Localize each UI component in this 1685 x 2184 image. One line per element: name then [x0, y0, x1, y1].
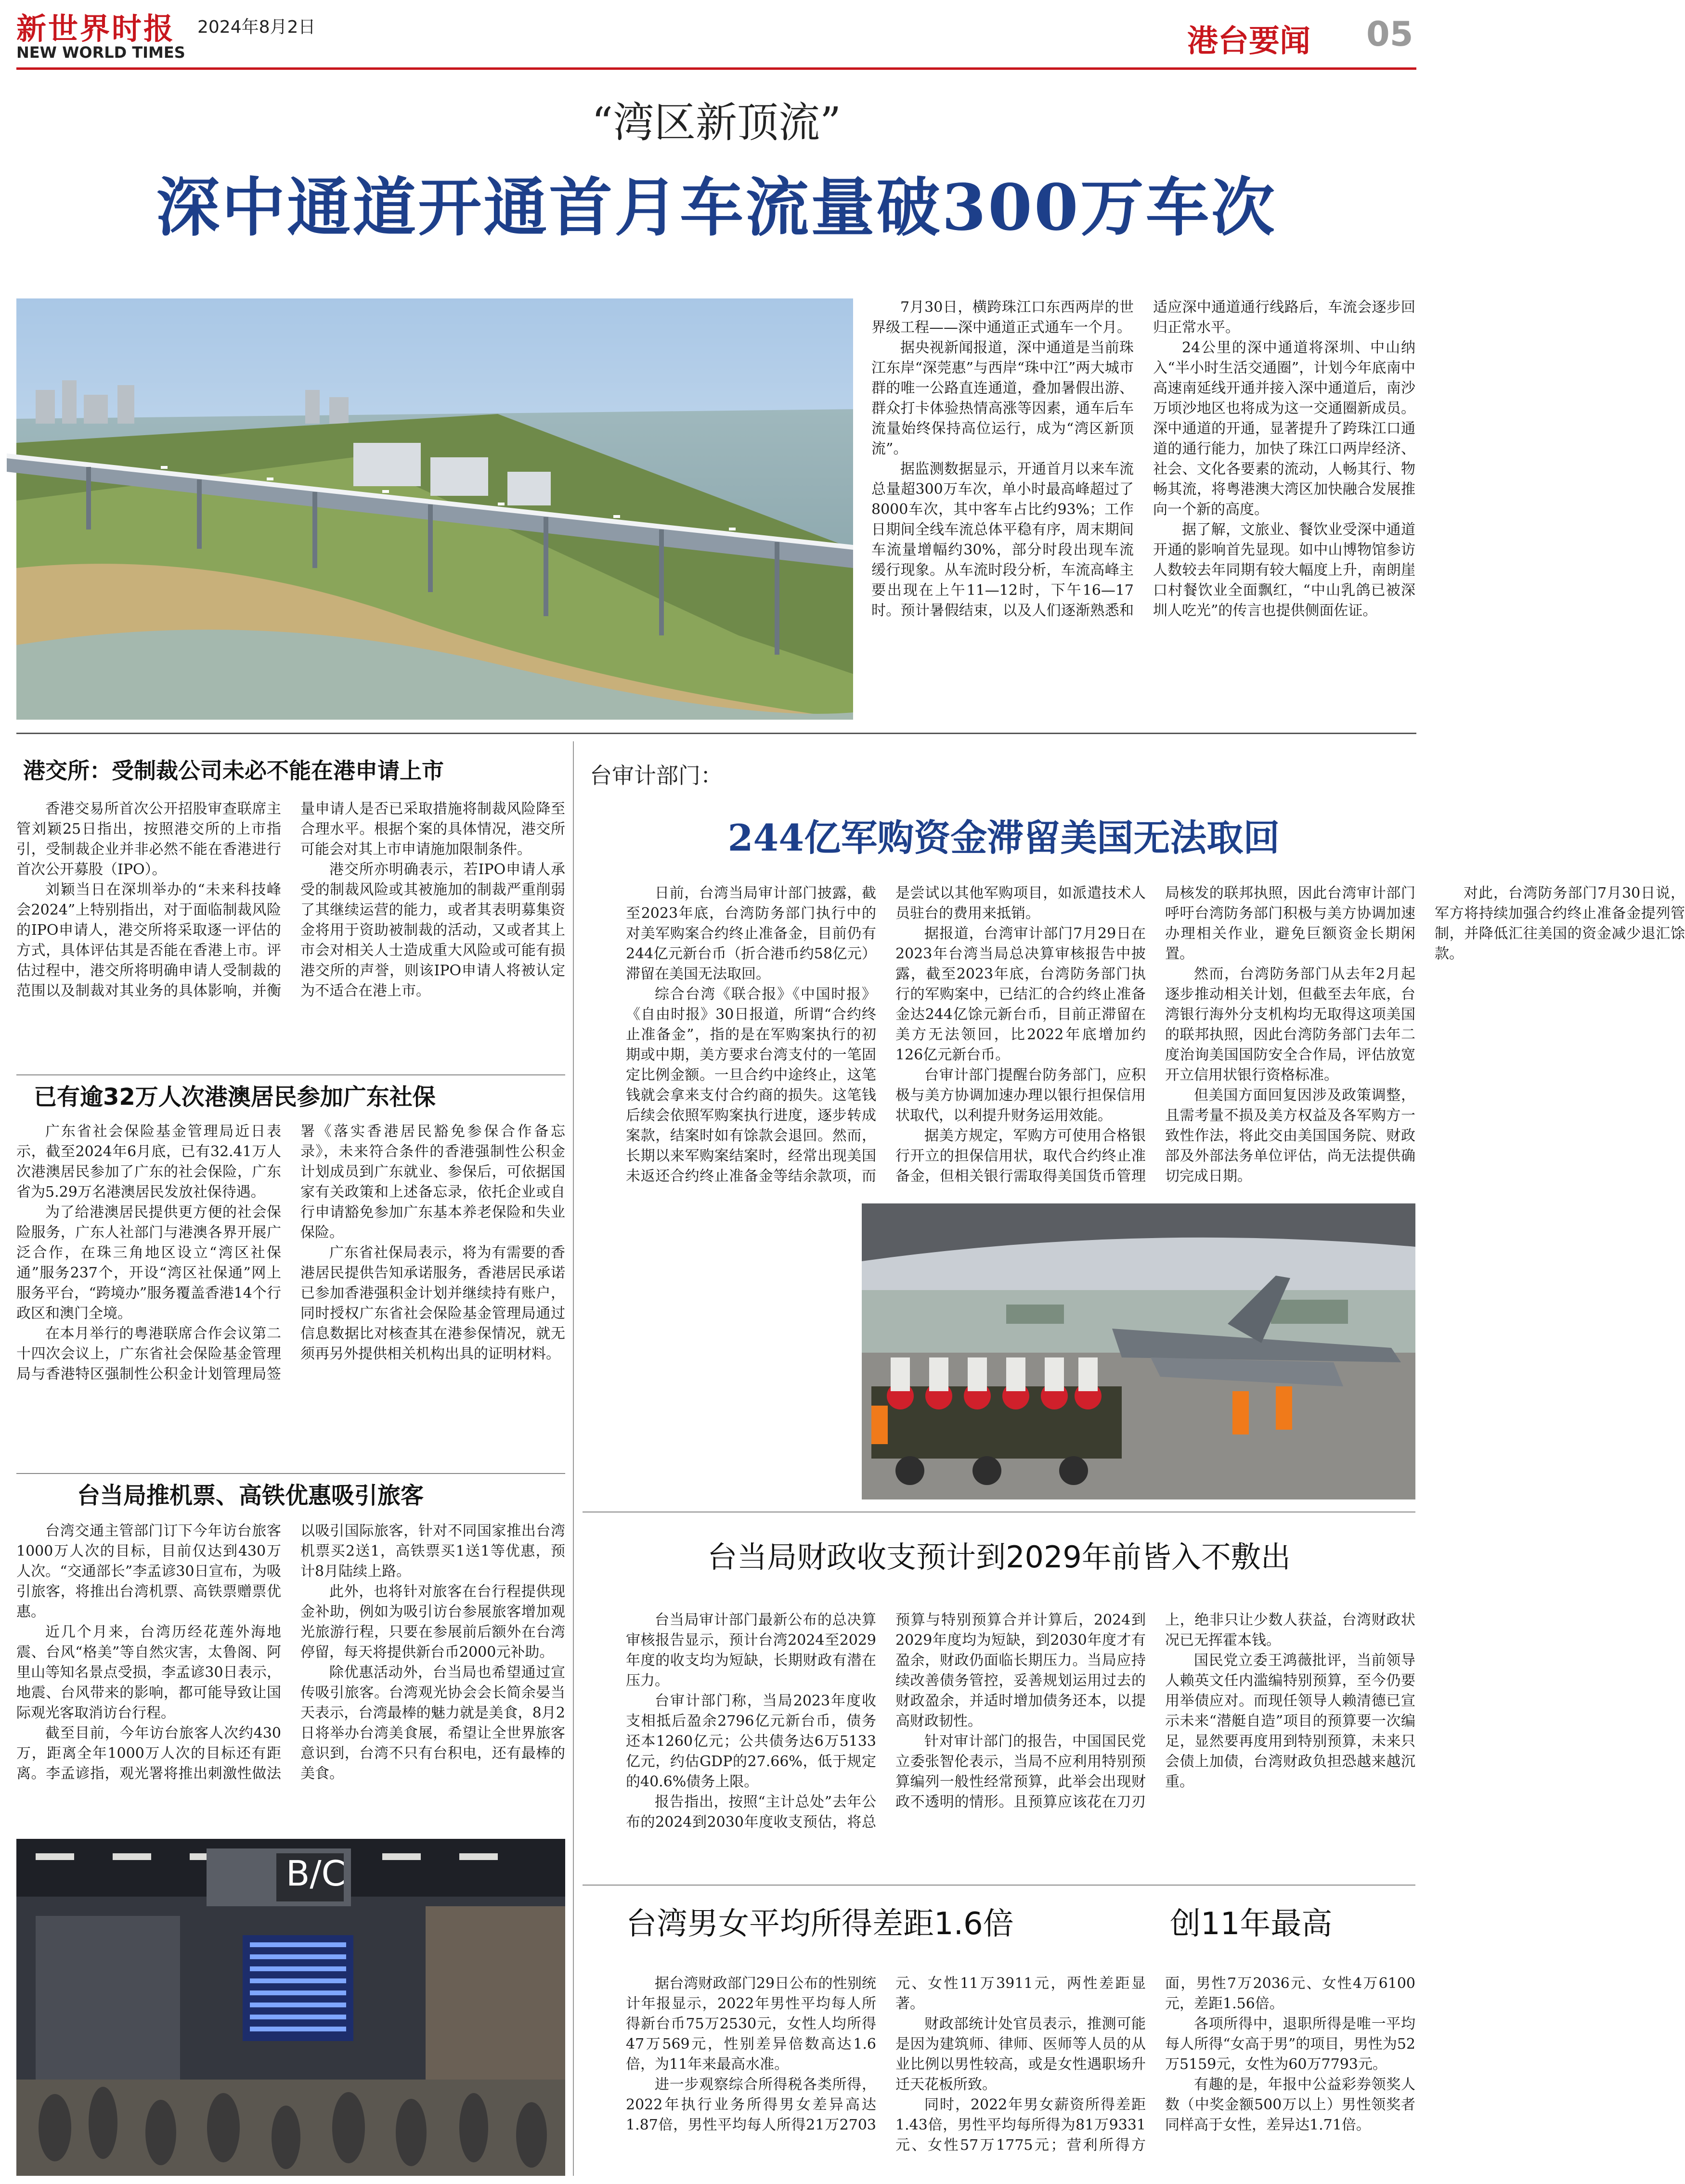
- column-divider: [573, 741, 574, 2176]
- finance-para: 台审计部门称，当局2023年度收支相抵后盈余2796亿元新台币，债务还本1260亿元；公共债务达6万5133亿元，约估GDP的27.66%，低于规定的40.6%债务上限。: [626, 1693, 876, 1790]
- lead-para: 据了解，文旅业、餐饮业受深中通道开通的影响首先显现。如中山博物馆参访人数较去年同期有较大幅度上升，南朗崖口村餐饮业全面飘红，“中山乳鸽已被深圳人吃光”的传言也提供侧面佐证。: [1153, 521, 1415, 619]
- income-para: 据台湾财政部门29日公布的性别统计年报显示，2022年男性平均每人所得新台币75万2530元，女性人均所得47万569元，性别差异倍数高达1.6倍，为11年来最高水准。: [626, 1975, 876, 2073]
- bridge-aerial-photo: [16, 298, 853, 720]
- income-title-b: 创11年最高: [1170, 1906, 1333, 1942]
- gd-para: 广东省社会保险基金管理局近日表示，截至2024年6月底，已有32.41万人次港澳居民参加了广东的社会保险，广东省为5.29万名港澳居民发放社保待遇。: [16, 1123, 281, 1201]
- income-para: 同时，2022年男女薪资所得差距1.43倍，男性平均每所得为81万9331元、女性57万1775元；营利所得方面，男性7万2036元、女性4万6100元，差距1.56倍。: [895, 1975, 1415, 2154]
- gd-para: 广东省社保局表示，将为有需要的香港居民提供告知承诺服务，香港居民承诺已参加香港强积金计划并继续持有账户，同时授权广东省社会保险基金管理局通过信息数据比对核查其在港参保情况，就无须再另外提供相关机构出具的证明材料。: [300, 1244, 565, 1362]
- masthead: [0, 0, 1433, 72]
- page-number: 05: [1366, 14, 1413, 54]
- military-para: 台审计部门提醒台防务部门，应积极与美方协调加速办理以银行担保信用状取代，以利提升财务运用效能。: [895, 1067, 1146, 1124]
- gd-body: [16, 1122, 565, 1468]
- travel-para: 截至目前，今年访台旅客人次约430万，距离全年1000万人次的目标还有距离。李孟谚指，观光署将推出刺激性做法以吸引国际旅客，针对不同国家推出台湾机票买2送1，高铁票买1送1等优惠，预计8月陆续上路。: [16, 1523, 565, 1782]
- fighter-jet-missiles-photo: [862, 1203, 1415, 1499]
- lead-divider: [16, 733, 1416, 734]
- lead-title: 深中通道开通首月车流量破300万车次: [156, 170, 1277, 245]
- finance-para: 针对审计部门的报告，中国国民党立委张智伦表示，当局不应利用特别预算编列一般性经常预算，此举会出现财政不透明的情形。且预算应该花在刀刃上，绝非只让少数人获益，台湾财政状况已无挥霍本钱。: [895, 1612, 1415, 1810]
- finance-para: 台当局审计部门最新公布的总决算审核报告显示，预计台湾2024至2029年度的收支均为短缺，长期财政有潜在压力。: [626, 1612, 876, 1689]
- gate-sign: B/C: [286, 1853, 346, 1894]
- right-divider-2: [583, 1885, 1415, 1886]
- military-para: 综合台湾《联合报》《中国时报》《自由时报》30日报道，所谓“合约终止准备金”，指的是在军购案执行的初期或中期，美方要求台湾支付的一笔固定比例金额。一旦合约中途终止，这笔钱就会拿来支付合约商的损失。这笔钱后续会依照军购案执行进度，逐步转成案款，结案时如有馀款会退回。然而，长期以来军购案结案时，经常出现美国未返还合约终止准备金等结余款项，而是尝试以其他军购项目，如派遣技术人员驻台的费用来抵销。: [626, 885, 1146, 1185]
- airport-hall-photo: [16, 1839, 565, 2176]
- military-para: 对此，台湾防务部门7月30日说，军方将持续加强合约终止准备金提列管制，并降低汇往美国的资金减少退汇馀款。: [1435, 885, 1685, 962]
- income-para: 各项所得中，退职所得是唯一平均每人所得“女高于男”的项目，男性为52万5159元，女性为60万7793元。: [1165, 2016, 1415, 2073]
- issue-date: 2024年8月2日: [197, 17, 316, 37]
- hkex-para: 港交所亦明确表示，若IPO申请人承受的制裁风险或其被施加的制裁严重削弱了其继续运营的能力，或者其表明募集资金将用于资助被制裁的活动，又或者其上市会对相关人士造成重大风险或可能有损港交所的声誉，则该IPO申请人将被认定为不适合在港上市。: [300, 861, 565, 999]
- gd-para: 在本月举行的粤港联席合作会议第二十四次会议上，广东省社会保险基金管理局与香港特区强制性公积金计划管理局签署《落实香港居民豁免参保合作备忘录》，未来符合条件的香港强制性公积金计划成员到广东就业、参保后，可依据国家有关政策和上述备忘录，依托企业或自行申请豁免参加广东基本养老保险和失业保险。: [16, 1123, 565, 1383]
- masthead-rule: [16, 67, 1416, 70]
- income-title-a: 台湾男女平均所得差距1.6倍: [626, 1906, 1014, 1942]
- income-para: 进一步观察综合所得税各类所得，2022年执行业务所得男女差异高达1.87倍，男性平均每人所得21万2703元、女性11万3911元，两性差距显著。: [626, 1975, 1146, 2133]
- jet-photo-art: [862, 1203, 1415, 1499]
- section-title: 港台要闻: [1187, 24, 1310, 59]
- finance-body: [626, 1610, 1415, 1880]
- income-body: [626, 1974, 1415, 2181]
- travel-para: 此外，也将针对旅客在台行程提供现金补助，例如为吸引访台参展旅客增加观光旅游行程，只要在参展前后额外在台湾停留，每天将提供新台币2000元补助。: [300, 1583, 565, 1661]
- finance-para: 报告指出，按照“主计总处”去年公布的2024到2030年度收支预估，将总预算与特别预算合并计算后，2024到2029年度均为短缺，到2030年度才有盈余，财政仍面临长期压力。当局应持续改善债务管控，妥善规划运用过去的财政盈余，并适时增加债务还本，以提高财政韧性。: [626, 1612, 1146, 1831]
- travel-para: 台湾交通主管部门订下今年访台旅客1000万人次的目标，目前仅达到430万人次。“交通部长”李孟谚30日宣布，为吸引旅客，将推出台湾机票、高铁票赠票优惠。: [16, 1523, 281, 1620]
- military-para: 据美方规定，军购方可使用合格银行开立的担保信用状，取代合约终止准备金，但相关银行需取得美国货币管理局核发的联邦执照，因此台湾审计部门呼吁台湾防务部门积极与美方协调加速办理相关作业，避免巨额资金长期闲置。: [895, 885, 1415, 1185]
- travel-title: 台当局推机票、高铁优惠吸引旅客: [77, 1482, 424, 1509]
- lead-para: 据监测数据显示，开通首月以来车流总量超300万车次，单小时最高峰超过了8000车次，其中客车占比约93%；工作日期间全线车流总体平稳有序，周末期间车流量增幅约30%，部分时段出现车流缓行现象。从车流时段分析，车流高峰主要出现在上午11—12时，下午16—17时。预计暑假结束，以及人们逐渐熟悉和适应深中通道通行线路后，车流会逐步回归正常水平。: [871, 299, 1415, 619]
- travel-para: 除优惠活动外，台当局也希望通过宣传吸引旅客。台湾观光协会会长简余晏当天表示，台湾最棒的魅力就是美食，8月2日将举办台湾美食展，希望让全世界旅客意识到，台湾不只有台积电，还有最棒的美食。: [300, 1664, 565, 1782]
- paper-name-en: NEW WORLD TIMES: [16, 43, 185, 62]
- finance-para: 国民党立委王鸿薇批评，当前领导人赖英文任内滥编特别预算，至今仍要用举债应对。而现任领导人赖清德已宣示未来“潜艇自造”项目的预算要一次编足，显然要再度用到特别预算，未来只会债上加债，台湾财政负担恐越来越沉重。: [1165, 1652, 1415, 1790]
- travel-para: 近几个月来，台湾历经花莲外海地震、台风“格美”等自然灾害，太鲁阁、阿里山等知名景点受损，李孟谚30日表示，地震、台风带来的影响，都可能导致让国际观光客取消访台行程。: [16, 1624, 281, 1721]
- paper-logo: 新世界时报: [16, 11, 176, 46]
- military-body-top: [626, 883, 1685, 1201]
- hkex-title: 港交所：受制裁公司未必不能在港申请上市: [23, 758, 444, 784]
- left-divider-1: [16, 1074, 565, 1075]
- military-para: 然而，台湾防务部门从去年2月起逐步推动相关计划，但截至去年底，台湾银行海外分支机构均无取得这项美国的联邦执照，因此台湾防务部门去年二度治询美国国防安全合作局，评估放宽开立信用状银行资格标准。: [1165, 966, 1415, 1084]
- finance-title: 台当局财政收支预计到2029年前皆入不敷出: [707, 1539, 1291, 1575]
- military-para: 据报道，台湾审计部门7月29日在2023年台湾当局总决算审核报告中披露，截至2023年底，台湾防务部门执行的军购案中，已结汇的合约终止准备金达244亿馀元新台币，目前正滞留在美方无法领回，比2022年底增加约126亿元新台币。: [895, 925, 1146, 1063]
- military-para: 但美国方面回复因涉及政策调整，且需考量不损及美方权益及各军购方一致性作法，将此交由美国国务院、财政部及外部法务单位评估，尚无法提供确切完成日期。: [1165, 1087, 1415, 1185]
- travel-body: [16, 1521, 565, 1824]
- lead-body: [871, 297, 1415, 721]
- military-para: 日前，台湾当局审计部门披露，截至2023年底，台湾防务部门执行中的对美军购案合约终止准备金，目前仍有244亿元新台币（折合港币约58亿元）滞留在美国无法取回。: [626, 885, 876, 982]
- income-para: 有趣的是，年报中公益彩券领奖人数（中奖金额500万以上）男性领奖者同样高于女性，差异达1.71倍。: [1165, 2076, 1415, 2133]
- hkex-para: 刘颖当日在深圳举办的“未来科技峰会2024”上特别指出，对于面临制裁风险的IPO申请人，港交所将采取逐一评估的方式，具体评估其是否能在香港上市。评估过程中，港交所将明确申请人受制裁的范围以及制裁对其业务的具体影响，并衡量申请人是否已采取措施将制裁风险降至合理水平。根据个案的具体情况，港交所可能会对其上市申请施加限制条件。: [16, 801, 565, 999]
- gd-title: 已有逾32万人次港澳居民参加广东社保: [34, 1084, 436, 1111]
- hkex-body: [16, 799, 565, 1066]
- left-divider-2: [16, 1473, 565, 1474]
- military-kicker: 台审计部门：: [590, 762, 723, 788]
- lead-kicker: “湾区新顶流”: [592, 99, 841, 147]
- hkex-para: 香港交易所首次公开招股审查联席主管刘颖25日指出，按照港交所的上市指引，受制裁企业并非必然不能在香港进行首次公开募股（IPO）。: [16, 801, 281, 878]
- income-para: 财政部统计处官员表示，推测可能是因为建筑师、律师、医师等人员的从业比例以男性较高，或是女性遇职场升迁天花板所致。: [895, 2016, 1146, 2093]
- lead-para: 7月30日，横跨珠江口东西两岸的世界级工程——深中通道正式通车一个月。: [871, 299, 1134, 336]
- military-title: 244亿军购资金滞留美国无法取回: [727, 816, 1280, 859]
- gd-para: 为了给港澳居民提供更方便的社会保险服务，广东人社部门与港澳各界开展广泛合作，在珠三角地区设立“湾区社保通”服务237个，开设“湾区社保通”网上服务平台，“跨境办”服务覆盖香港14个行政区和澳门全境。: [16, 1204, 281, 1322]
- bridge-photo-art: [16, 298, 853, 720]
- lead-para: 据央视新闻报道，深中通道是当前珠江东岸“深莞惠”与西岸“珠中江”两大城市群的唯一公路直连通道，叠加暑假出游、群众打卡体验热情高涨等因素，通车后车流量始终保持高位运行，成为“湾区新顶流”。: [871, 339, 1134, 457]
- lead-para: 24公里的深中通道将深圳、中山纳入“半小时生活交通圈”，计划今年底南中高速南延线开通并接入深中通道后，南沙万顷沙地区也将成为这一交通圈新成员。深中通道的开通，显著提升了跨珠江口通道的通行能力，加快了珠江口两岸经济、社会、文化各要素的流动，人畅其行、物畅其流，将粤港澳大湾区加快融合发展推向一个新的高度。: [1153, 339, 1415, 518]
